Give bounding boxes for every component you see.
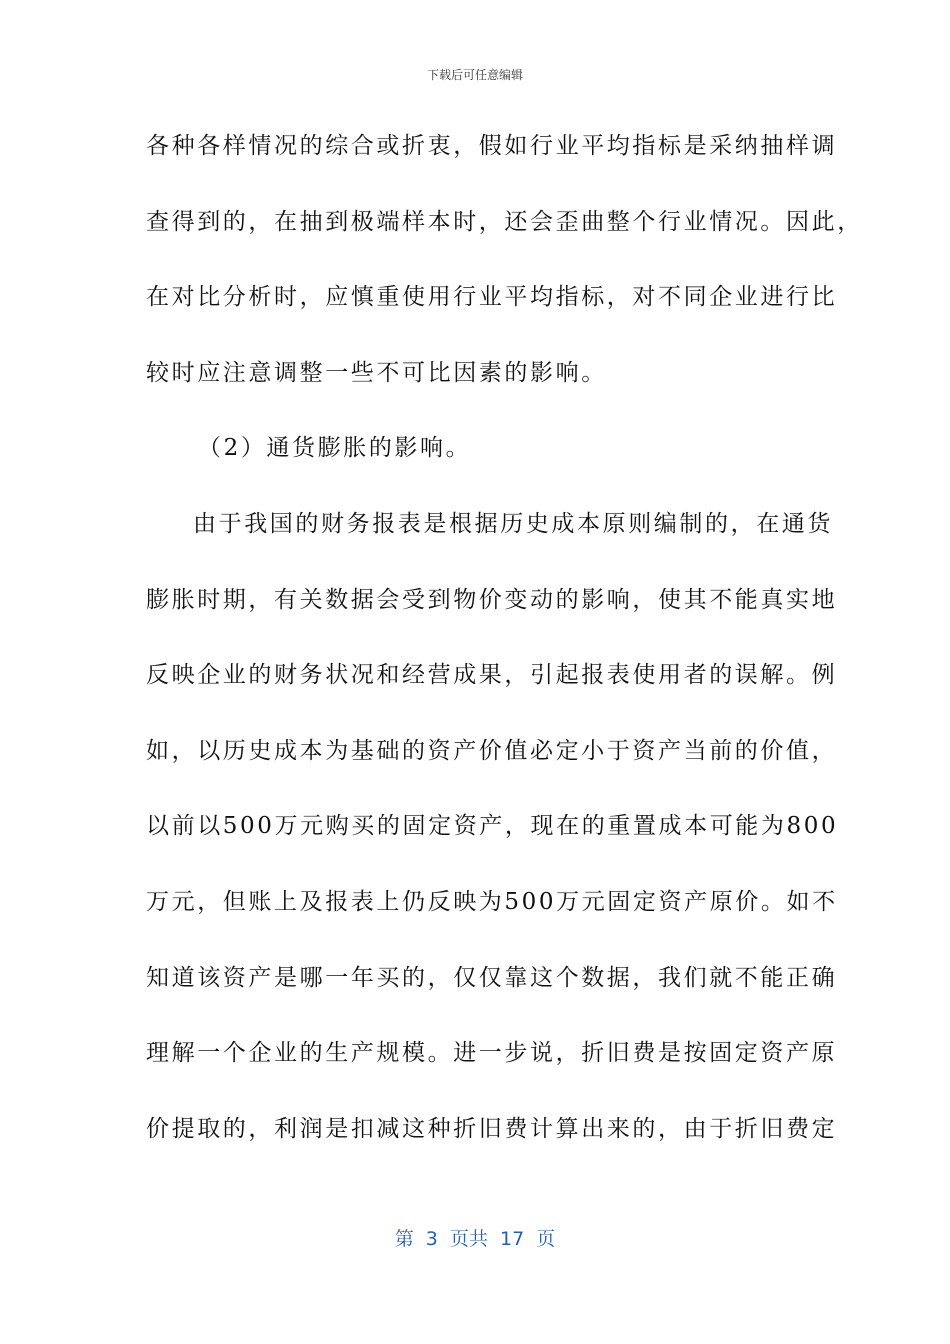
- body-line: 反映企业的财务状况和经营成果，引起报表使用者的误解。例: [146, 662, 838, 689]
- body-line: 理解一个企业的生产规模。进一步说，折旧费是按固定资产原: [146, 1040, 838, 1067]
- body-line: 由于我国的财务报表是根据历史成本原则编制的，在通货: [193, 510, 833, 537]
- body-line: 以前以500万元购买的固定资产，现在的重置成本可能为800: [146, 813, 839, 840]
- document-body: [146, 120, 863, 1178]
- body-line: 在对比分析时，应慎重使用行业平均指标，对不同企业进行比: [146, 284, 838, 311]
- body-line: 如，以历史成本为基础的资产价值必定小于资产当前的价值，: [146, 737, 838, 764]
- section-heading: （2）通货膨胀的影响。: [198, 435, 472, 462]
- body-line: 查得到的，在抽到极端样本时，还会歪曲整个行业情况。因此，: [146, 208, 863, 235]
- body-line: 各种各样情况的综合或折衷，假如行业平均指标是采纳抽样调: [146, 133, 838, 159]
- body-line: 万元，但账上及报表上仍反映为500万元固定资产原价。如不: [146, 888, 838, 915]
- page-number: 第 3 页共 17 页: [394, 1228, 556, 1250]
- body-line: 膨胀时期，有关数据会受到物价变动的影响，使其不能真实地: [146, 586, 838, 613]
- page-header: 下载后可任意编辑: [426, 68, 523, 82]
- body-line: 价提取的，利润是扣减这种折旧费计算出来的，由于折旧费定: [146, 1115, 838, 1142]
- body-line: 较时应注意调整一些不可比因素的影响。: [146, 359, 607, 386]
- body-line: 知道该资产是哪一年买的，仅仅靠这个数据，我们就不能正确: [146, 964, 838, 991]
